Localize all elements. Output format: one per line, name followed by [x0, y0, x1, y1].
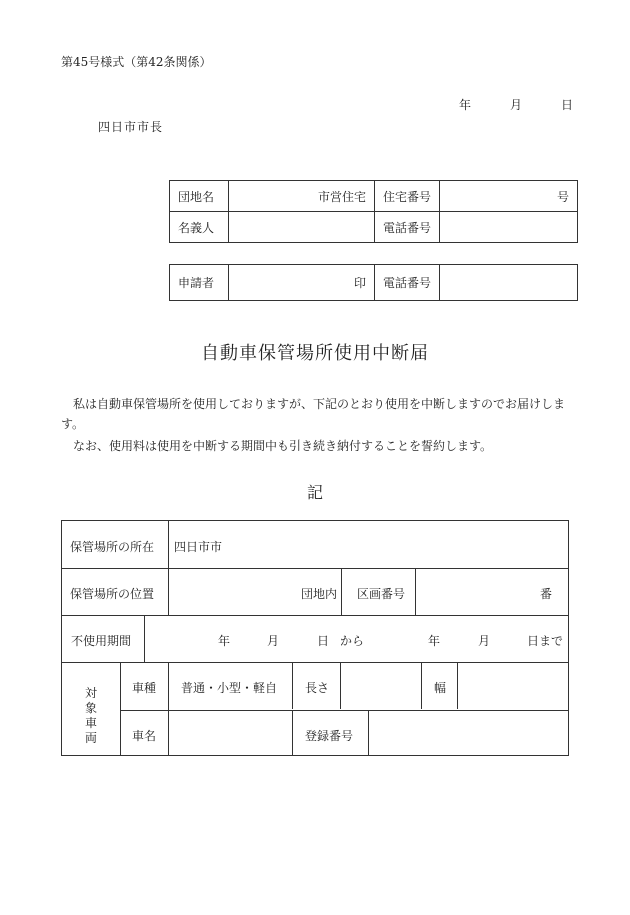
col-divider	[457, 662, 458, 709]
house-no-field[interactable]	[440, 181, 578, 212]
col-divider	[168, 521, 169, 615]
car-type-value[interactable]: 普通・小型・軽自	[181, 681, 278, 695]
recipient: 四日市市長	[98, 120, 164, 134]
danchi-suffix: 市営住宅	[317, 189, 366, 204]
col-divider	[168, 662, 169, 756]
seal-mark: 印	[353, 276, 366, 290]
nominee-label: 名義人	[170, 212, 229, 243]
form-number: 第45号様式（第42条関係）	[61, 55, 212, 69]
location-label: 保管場所の所在	[70, 540, 155, 554]
section-no-label: 区画番号	[357, 587, 406, 601]
period-label: 不使用期間	[71, 634, 132, 648]
document-title: 自動車保管場所使用中断届	[201, 343, 429, 364]
date-day: 日	[561, 98, 574, 112]
row-divider	[62, 662, 568, 663]
phone-field-2[interactable]	[440, 265, 578, 301]
phone-field[interactable]	[440, 212, 578, 243]
col-divider	[415, 568, 416, 615]
applicant-field[interactable]	[229, 265, 375, 301]
car-type-label: 車種	[132, 681, 157, 695]
section-no-suffix: 番	[540, 587, 553, 601]
period-start-day: 日	[317, 634, 330, 648]
danchi-label: 団地名	[170, 181, 229, 212]
details-table	[61, 520, 569, 756]
period-start-month: 月	[267, 634, 280, 648]
location-value[interactable]: 四日市市	[174, 540, 223, 554]
col-divider	[292, 662, 293, 709]
applicant-label: 申請者	[170, 265, 229, 301]
col-divider	[341, 568, 342, 615]
residence-table	[169, 180, 578, 243]
danchi-field[interactable]	[229, 181, 375, 212]
col-divider	[421, 662, 422, 709]
vehicle-label: 対象車両	[84, 686, 97, 745]
ki-heading: 記	[306, 483, 323, 502]
col-divider	[144, 615, 145, 662]
date-year: 年	[459, 98, 472, 112]
col-divider	[120, 662, 121, 756]
col-divider	[340, 662, 341, 709]
period-from: から	[340, 634, 365, 648]
declaration-paragraph: 私は自動車保管場所を使用しておりますが、下記のとおり使用を中断しますのでお届けします。	[61, 397, 566, 431]
row-divider	[62, 615, 568, 616]
position-label: 保管場所の位置	[70, 587, 155, 601]
period-start-year: 年	[218, 634, 231, 648]
house-no-suffix: 号	[556, 189, 569, 204]
reg-no-label: 登録番号	[305, 729, 354, 743]
applicant-table	[169, 264, 578, 301]
phone-label-2: 電話番号	[375, 265, 440, 301]
car-name-label: 車名	[132, 729, 157, 743]
within-danchi: 団地内	[301, 587, 338, 601]
length-label: 長さ	[305, 681, 330, 695]
period-end-month: 月	[478, 634, 491, 648]
row-divider	[62, 568, 568, 569]
width-label: 幅	[434, 681, 447, 695]
nominee-field[interactable]	[229, 212, 375, 243]
phone-label: 電話番号	[375, 212, 440, 243]
row-divider	[120, 710, 568, 711]
period-end-year: 年	[428, 634, 441, 648]
col-divider	[368, 710, 369, 756]
house-no-label: 住宅番号	[375, 181, 440, 212]
col-divider	[292, 710, 293, 756]
pledge-paragraph: なお、使用料は使用を中断する期間中も引き続き納付することを誓約します。	[73, 439, 493, 453]
date-month: 月	[510, 98, 523, 112]
period-until: 日まで	[527, 634, 564, 648]
